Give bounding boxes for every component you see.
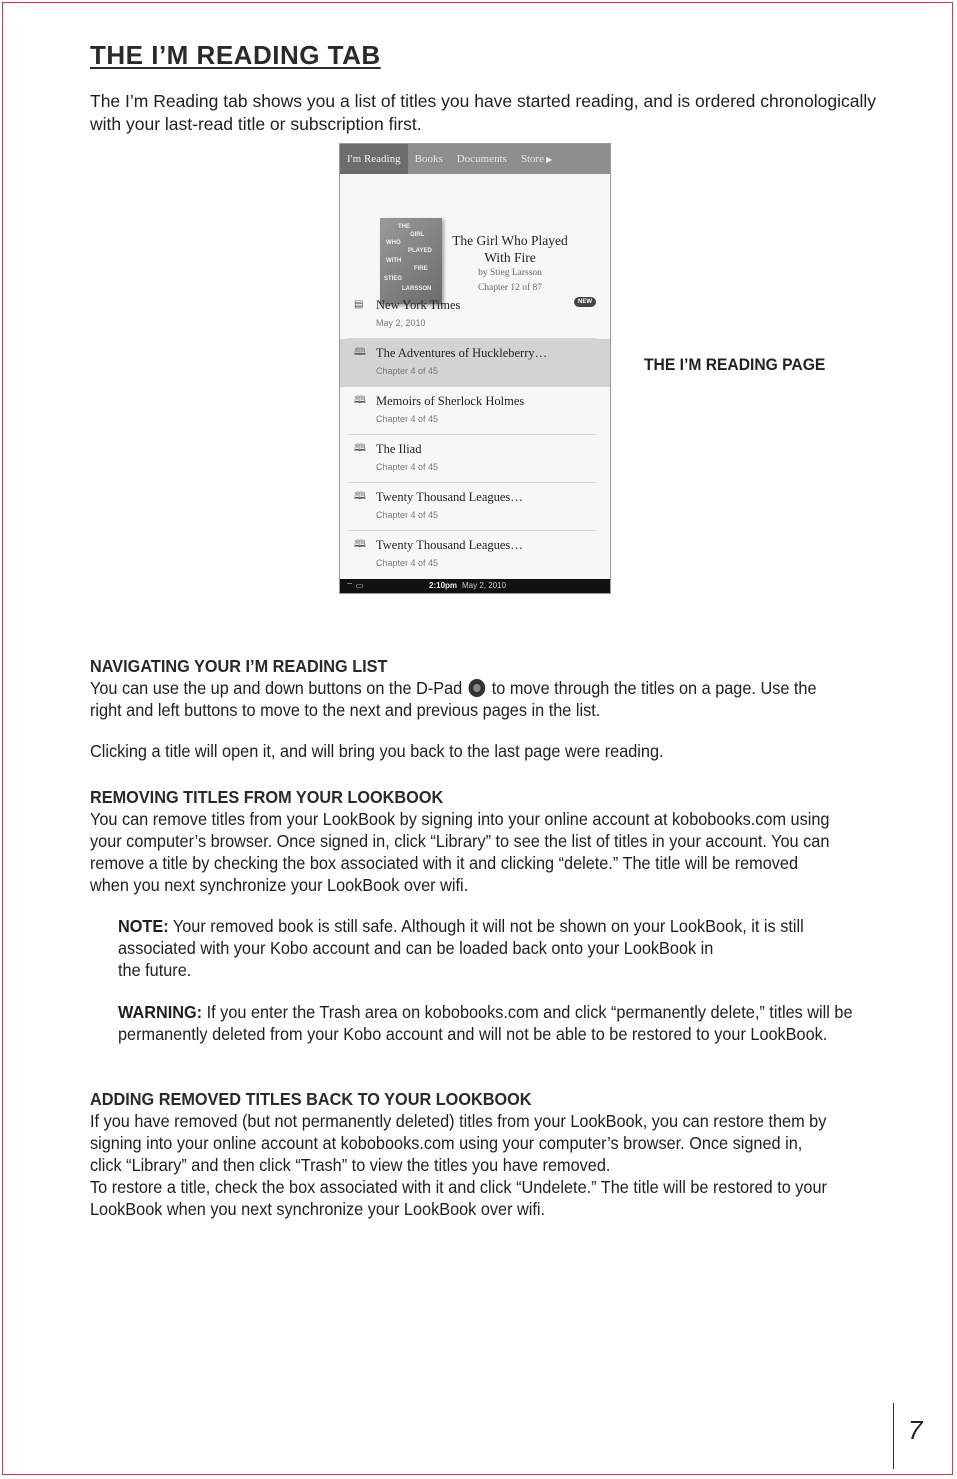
book-icon: 🕮: [354, 347, 366, 358]
note-line-3: the future.: [118, 960, 192, 980]
section-heading: ADDING REMOVED TITLES BACK TO YOUR LOOKBOOK: [90, 1089, 532, 1109]
note-line-1: Your removed book is still safe. Although it will not be shown on your LookBook, it is still: [172, 916, 804, 936]
cover-text: FIRE: [414, 266, 428, 272]
featured-title: The Girl Who Played With Fire: [452, 233, 568, 265]
cover-text: WITH: [386, 258, 402, 264]
list-item-title: Twenty Thousand Leagues…: [376, 538, 523, 552]
cover-text: GIRL: [410, 232, 425, 238]
new-badge: NEW: [574, 297, 596, 307]
featured-chapter: Chapter 12 of 87: [477, 283, 543, 293]
cover-text: THE: [398, 224, 410, 230]
nav-paragraph-start: You can use the up and down buttons on the D-Pad: [90, 678, 463, 698]
page-number: 7: [908, 1415, 923, 1445]
cover-text: WHO: [386, 240, 401, 246]
list-item-subtitle: May 2, 2010: [376, 318, 426, 328]
adding-paragraph-1: If you have removed (but not permanently deleted) titles from your LookBook, you can restore them by signing into your online account at kobobooks.com using your computer’s browser. Once signed in, click “Library” and then click “Trash” to view the titles you have removed.: [90, 1111, 827, 1175]
note-line-2: associated with your Kobo account and can be loaded back onto your LookBook in: [118, 938, 714, 958]
removing-section: [90, 786, 834, 896]
list-item-title: Memoirs of Sherlock Holmes: [376, 394, 525, 408]
list-item-title: Twenty Thousand Leagues…: [376, 490, 523, 504]
status-date: May 2, 2010: [462, 581, 507, 590]
page-title: THE I’M READING TAB: [90, 40, 381, 70]
book-icon: 🕮: [354, 443, 366, 454]
list-item-subtitle: Chapter 4 of 45: [376, 366, 439, 376]
device-status-bar: [340, 579, 610, 593]
featured-author: by Stieg Larsson: [478, 268, 542, 278]
list-item-subtitle: Chapter 4 of 45: [376, 558, 439, 568]
tab-books[interactable]: Books: [414, 153, 443, 165]
list-item-title: The Iliad: [376, 442, 422, 456]
warning-label: WARNING:: [118, 1002, 203, 1022]
tab-im-reading[interactable]: I'm Reading: [340, 144, 408, 174]
nav-paragraph-2: Clicking a title will open it, and will bring you back to the last page were reading.: [90, 741, 664, 761]
note-label: NOTE:: [118, 916, 169, 936]
book-icon: 🕮: [354, 395, 366, 406]
tab-store-label: Store: [520, 153, 545, 165]
list-item[interactable]: [348, 483, 596, 531]
chevron-right-icon: ▶: [546, 155, 553, 164]
cover-text: LARSSON: [402, 286, 432, 292]
book-icon: 🕮: [354, 539, 366, 550]
removing-paragraph: You can remove titles from your LookBook by signing into your online account at kobobooks.com using your computer’s browser. Once signed in, click “Library” to see the list of titles in your account. You can remove a title by checking the box associated with it and clicking “delete.” The title will be removed when you next synchronize your LookBook over wifi.: [90, 809, 830, 895]
adding-section: [90, 1088, 834, 1220]
list-item[interactable]: [348, 435, 596, 483]
cover-text: STIEG: [384, 276, 403, 282]
device-screenshot: [339, 143, 611, 594]
list-item-selected[interactable]: [340, 339, 610, 387]
list-item-title: The Adventures of Huckleberry…: [376, 346, 548, 360]
warning-block: [118, 1001, 853, 1045]
device-tab-bar: [340, 144, 610, 174]
navigating-section: [90, 655, 834, 721]
tab-store[interactable]: [514, 144, 559, 174]
status-time: 2:10pm: [429, 581, 458, 590]
warning-text: If you enter the Trash area on kobobooks.com and click “permanently delete,” titles will be permanently deleted from your Kobo account and will not be able to be restored to your LookBook.: [118, 1002, 853, 1044]
dpad-icon: [469, 679, 486, 697]
intro-paragraph: The I’m Reading tab shows you a list of titles you have started reading, and is ordered chronologically with your last-read title or subscription first.: [90, 91, 876, 134]
list-item[interactable]: [348, 531, 596, 578]
section-heading: NAVIGATING YOUR I’M READING LIST: [90, 656, 388, 676]
cover-text: PLAYED: [408, 248, 432, 254]
adding-paragraph-2: To restore a title, check the box associated with it and click “Undelete.” The title will be restored to your LookBook when you next synchronize your LookBook over wifi.: [90, 1177, 827, 1219]
list-item-subtitle: Chapter 4 of 45: [376, 510, 439, 520]
tab-documents[interactable]: Documents: [456, 153, 507, 165]
reading-list: [340, 291, 610, 578]
book-icon: 🕮: [354, 491, 366, 502]
list-item[interactable]: [348, 387, 596, 435]
list-item[interactable]: [348, 291, 596, 339]
list-item-subtitle: Chapter 4 of 45: [376, 462, 439, 472]
newspaper-icon: ▤: [354, 299, 364, 310]
figure-caption: THE I’M READING PAGE: [644, 355, 826, 374]
page-number-divider: [893, 1403, 894, 1469]
nav-paragraph-end: to move through the titles on a page. Use the right and left buttons to move to the next and previous pages in the list.: [90, 678, 817, 720]
note-block: [118, 915, 853, 981]
list-item-subtitle: Chapter 4 of 45: [376, 414, 439, 424]
wifi-battery-icon: ⌔ ▭: [346, 581, 364, 590]
section-heading: REMOVING TITLES FROM YOUR LOOKBOOK: [90, 787, 444, 807]
list-item-title: New York Times: [376, 298, 461, 312]
